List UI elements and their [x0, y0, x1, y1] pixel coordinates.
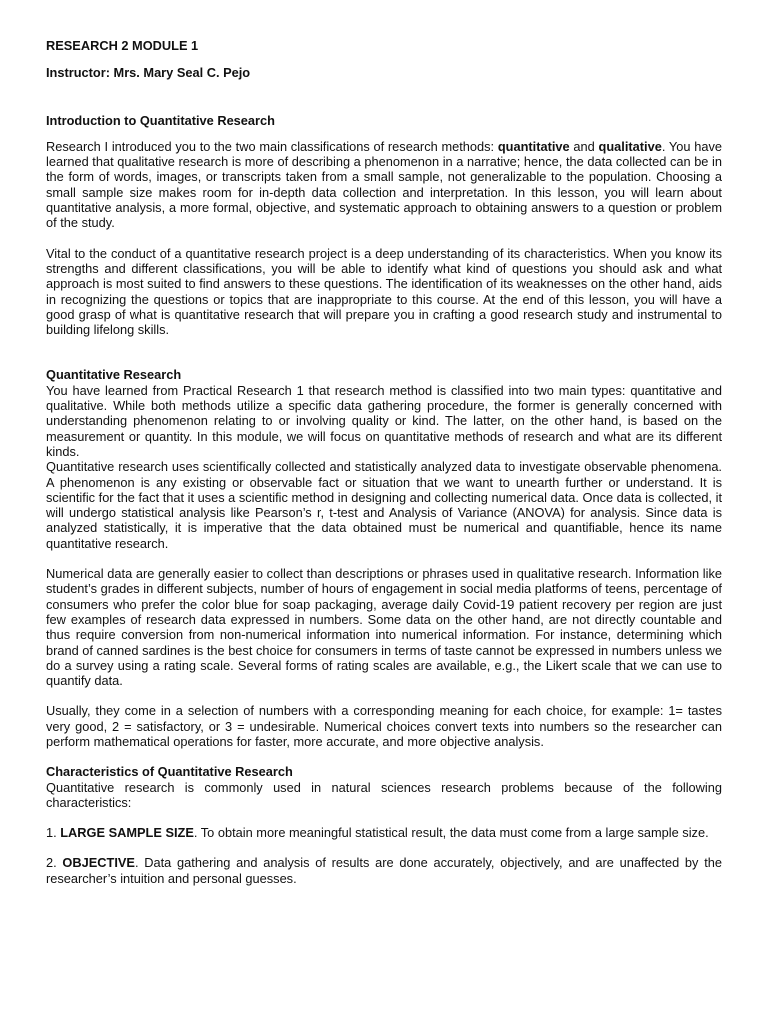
intro-paragraph-2: Vital to the conduct of a quantitative research project is a deep understanding of its characteristics. When you know its strengths and different classifications, you will be able to identify what kind of questions you should ask and what approach is most suited to find answers to these questions. The identification of its weaknesses on the other hand, aids in recognizing the questions or topics that are inappropriate to this course. At the end of this lesson, you will have a good grasp of what is quantitative research that will prepare you in crafting a good research study and instrumental to building lifelong skills. — [46, 245, 722, 338]
intro-heading: Introduction to Quantitative Research — [46, 112, 275, 128]
characteristics-heading: Characteristics of Quantitative Research — [46, 764, 293, 780]
quant-paragraph-4: Usually, they come in a selection of numbers with a corresponding meaning for each choice, for example: 1= tastes very good, 2 = satisfactory, or 3 = undesirable. Numerical choices convert texts into numbers so the researcher can perform mathematical operations for faster, more accurate, and more objective analysis. — [46, 703, 722, 749]
characteristic-item: 2. OBJECTIVE. Data gathering and analysis of results are done accurately, objectively, and are unaffected by the researcher’s intuition and personal guesses. — [46, 855, 722, 886]
quant-heading: Quantitative Research — [46, 367, 182, 383]
instructor-line: Instructor: Mrs. Mary Seal C. Pejo — [46, 65, 251, 81]
module-title: RESEARCH 2 MODULE 1 — [46, 38, 199, 53]
quant-paragraph-2: Quantitative research uses scientifically collected and statistically analyzed data to investigate observable phenomena. A phenomenon is any existing or observable fact or situation that we want to unearth further or understand. It is scientific for the fact that it uses a scientific method in designing and collecting numerical data. Once data is collected, it will undergo statistical analysis like Pearson’s r, t-test and Analysis of Variance (ANOVA) for analysis. Since data is analyzed statistically, it is imperative that the data obtained must be numerical and quantifiable, hence its name quantitative research. — [46, 459, 722, 551]
characteristic-item: 1. LARGE SAMPLE SIZE. To obtain more meaningful statistical result, the data must come from a large sample size. — [46, 825, 709, 841]
characteristics-intro: Quantitative research is commonly used in natural sciences research problems because of the following characteristics: — [46, 779, 722, 810]
quant-paragraph-1: You have learned from Practical Research 1 that research method is classified into two main types: quantitative and qualitative. While both methods utilize a specific data gathering procedure, the former is generally concerned with understanding phenomenon relating to or involving quality or kind. The latter, on the other hand, is based on the measurement or quantity. In this module, we will focus on quantitative methods of research and what are its different kinds. — [46, 382, 722, 459]
intro-paragraph-1: Research I introduced you to the two main classifications of research methods: quantitative and qualitative. You have learned that qualitative research is more of describing a phenomenon in a narrative; hence, the data collected can be in the form of words, images, or transcripts taken from a small sample, not generalizable to the population. Choosing a small sample size makes room for in-depth data collection and interpretation. In this lesson, you will learn about quantitative analysis, a more formal, objective, and systematic approach to obtaining answers to a question or problem of the study. — [46, 138, 722, 231]
quant-paragraph-3: Numerical data are generally easier to collect than descriptions or phrases used in qualitative research. Information like student’s grades in different subjects, number of hours of engagement in social media platforms of teens, percentage of consumers who prefer the color blue for soap packaging, average daily Covid-19 patient recovery per region are just few examples of research data expressed in numbers. Some data on the other hand, are not directly countable and thus require conversion from non-numerical information into numerical information. For instance, determining which brand of canned sardines is the best choice for consumers in terms of taste cannot be expressed in numbers unless we do a survey using a rating scale. Several forms of rating scales are available, e.g., the Likert scale that we can use to quantify data. — [46, 566, 722, 689]
